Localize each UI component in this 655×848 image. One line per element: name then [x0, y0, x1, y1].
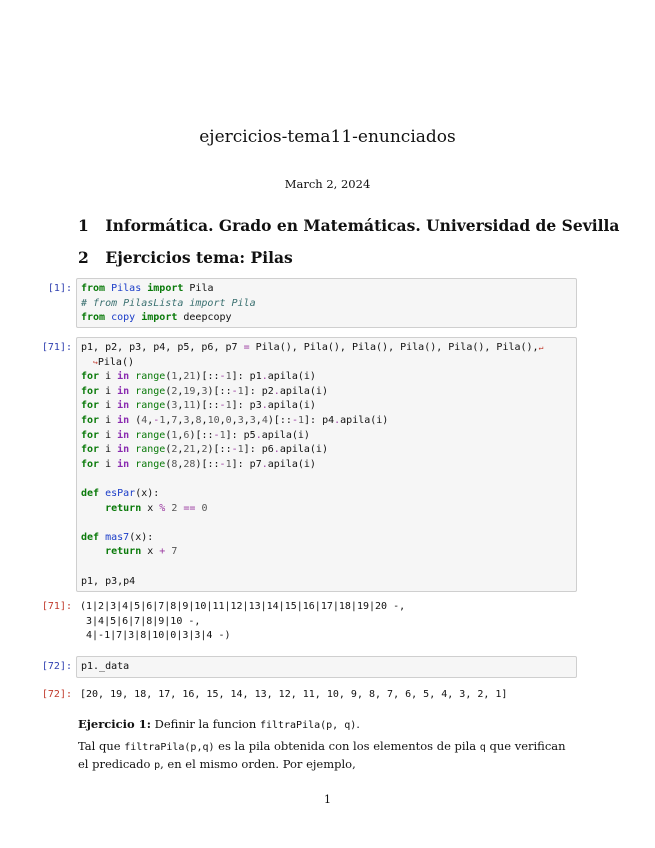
code-cell-3[interactable] — [76, 656, 577, 678]
desc-code: q — [479, 742, 486, 753]
output-line: (1|2|3|4|5|6|7|8|9|10|11|12|13|14|15|16|17|18|19|20 -, — [80, 601, 406, 612]
desc-text: Tal que — [78, 739, 121, 753]
desc-text: que verifican el predicado — [78, 739, 566, 771]
section-title: Ejercicios tema: Pilas — [105, 248, 293, 267]
code-block: from Pilas import Pila # from PilasLista import Pila from copy import deepcopy — [81, 283, 256, 324]
code-cell-2[interactable] — [76, 337, 577, 592]
desc-code: filtraPila(p,q) — [124, 742, 215, 753]
output-block — [80, 600, 405, 644]
output-prompt: [72]: — [41, 689, 72, 700]
output-line: 4|-1|7|3|8|10|0|3|3|4 -) — [80, 630, 231, 642]
section-heading-2 — [78, 248, 293, 267]
section-heading-1 — [78, 216, 619, 235]
desc-text: , en el mismo orden. Por ejemplo, — [160, 757, 356, 771]
section-number: 2 — [78, 248, 89, 267]
page-number: 1 — [324, 793, 331, 806]
exercise-intro: Definir la funcion — [154, 717, 257, 731]
output-line: [20, 19, 18, 17, 16, 15, 14, 13, 12, 11, 10, 9, 8, 7, 6, 5, 4, 3, 2, 1] — [80, 689, 508, 700]
code-block: p1, p2, p3, p4, p5, p6, p7 = Pila(), Pila(), Pila(), Pila(), Pila(), Pila(),↵ ↪Pila() for i in range(1,21)[::-1]: p1.apila(i) for i in range(2,19,3)[::-1]: p2.apila(i) for i in range(3,11)[::-1]: p3.apila(i) for i in (4,-1,7,3,8,10,0,3,3,4)[::-1]: p4.apila(i) for i in range(1,6)[::-1]: p5.apila(i) for i in range(2,21,2)[::-1]: p6.apila(i) for i in range(8,28)[::-1]: p7.apila(i) def esPar(x): return x % 2 == 0 def mas7(x): return x + 7 p1, p3,p4 — [81, 342, 544, 587]
code-line: p1._data — [81, 661, 130, 672]
exercise-function: filtraPila(p, q) — [259, 720, 357, 731]
section-title: Informática. Grado en Matemáticas. Universidad de Sevilla — [105, 216, 620, 235]
input-prompt: [1]: — [47, 283, 72, 294]
input-prompt: [72]: — [41, 661, 72, 672]
output-prompt: [71]: — [41, 601, 72, 612]
code-cell-1[interactable] — [76, 278, 577, 328]
input-prompt: [71]: — [41, 342, 72, 353]
document-date: March 2, 2024 — [284, 177, 371, 191]
exercise-label: Ejercicio 1: — [78, 717, 151, 731]
section-number: 1 — [78, 216, 89, 235]
document-title: ejercicios-tema11-enunciados — [199, 127, 456, 147]
exercise-heading: Ejercicio 1: Definir la funcion filtraPila(p, q). — [78, 717, 360, 731]
output-line: 3|4|5|6|7|8|9|10 -, — [80, 615, 201, 627]
desc-code: p — [154, 760, 161, 771]
exercise-description — [78, 738, 578, 774]
desc-text: es la pila obtenida con los elementos de pila — [218, 739, 477, 753]
